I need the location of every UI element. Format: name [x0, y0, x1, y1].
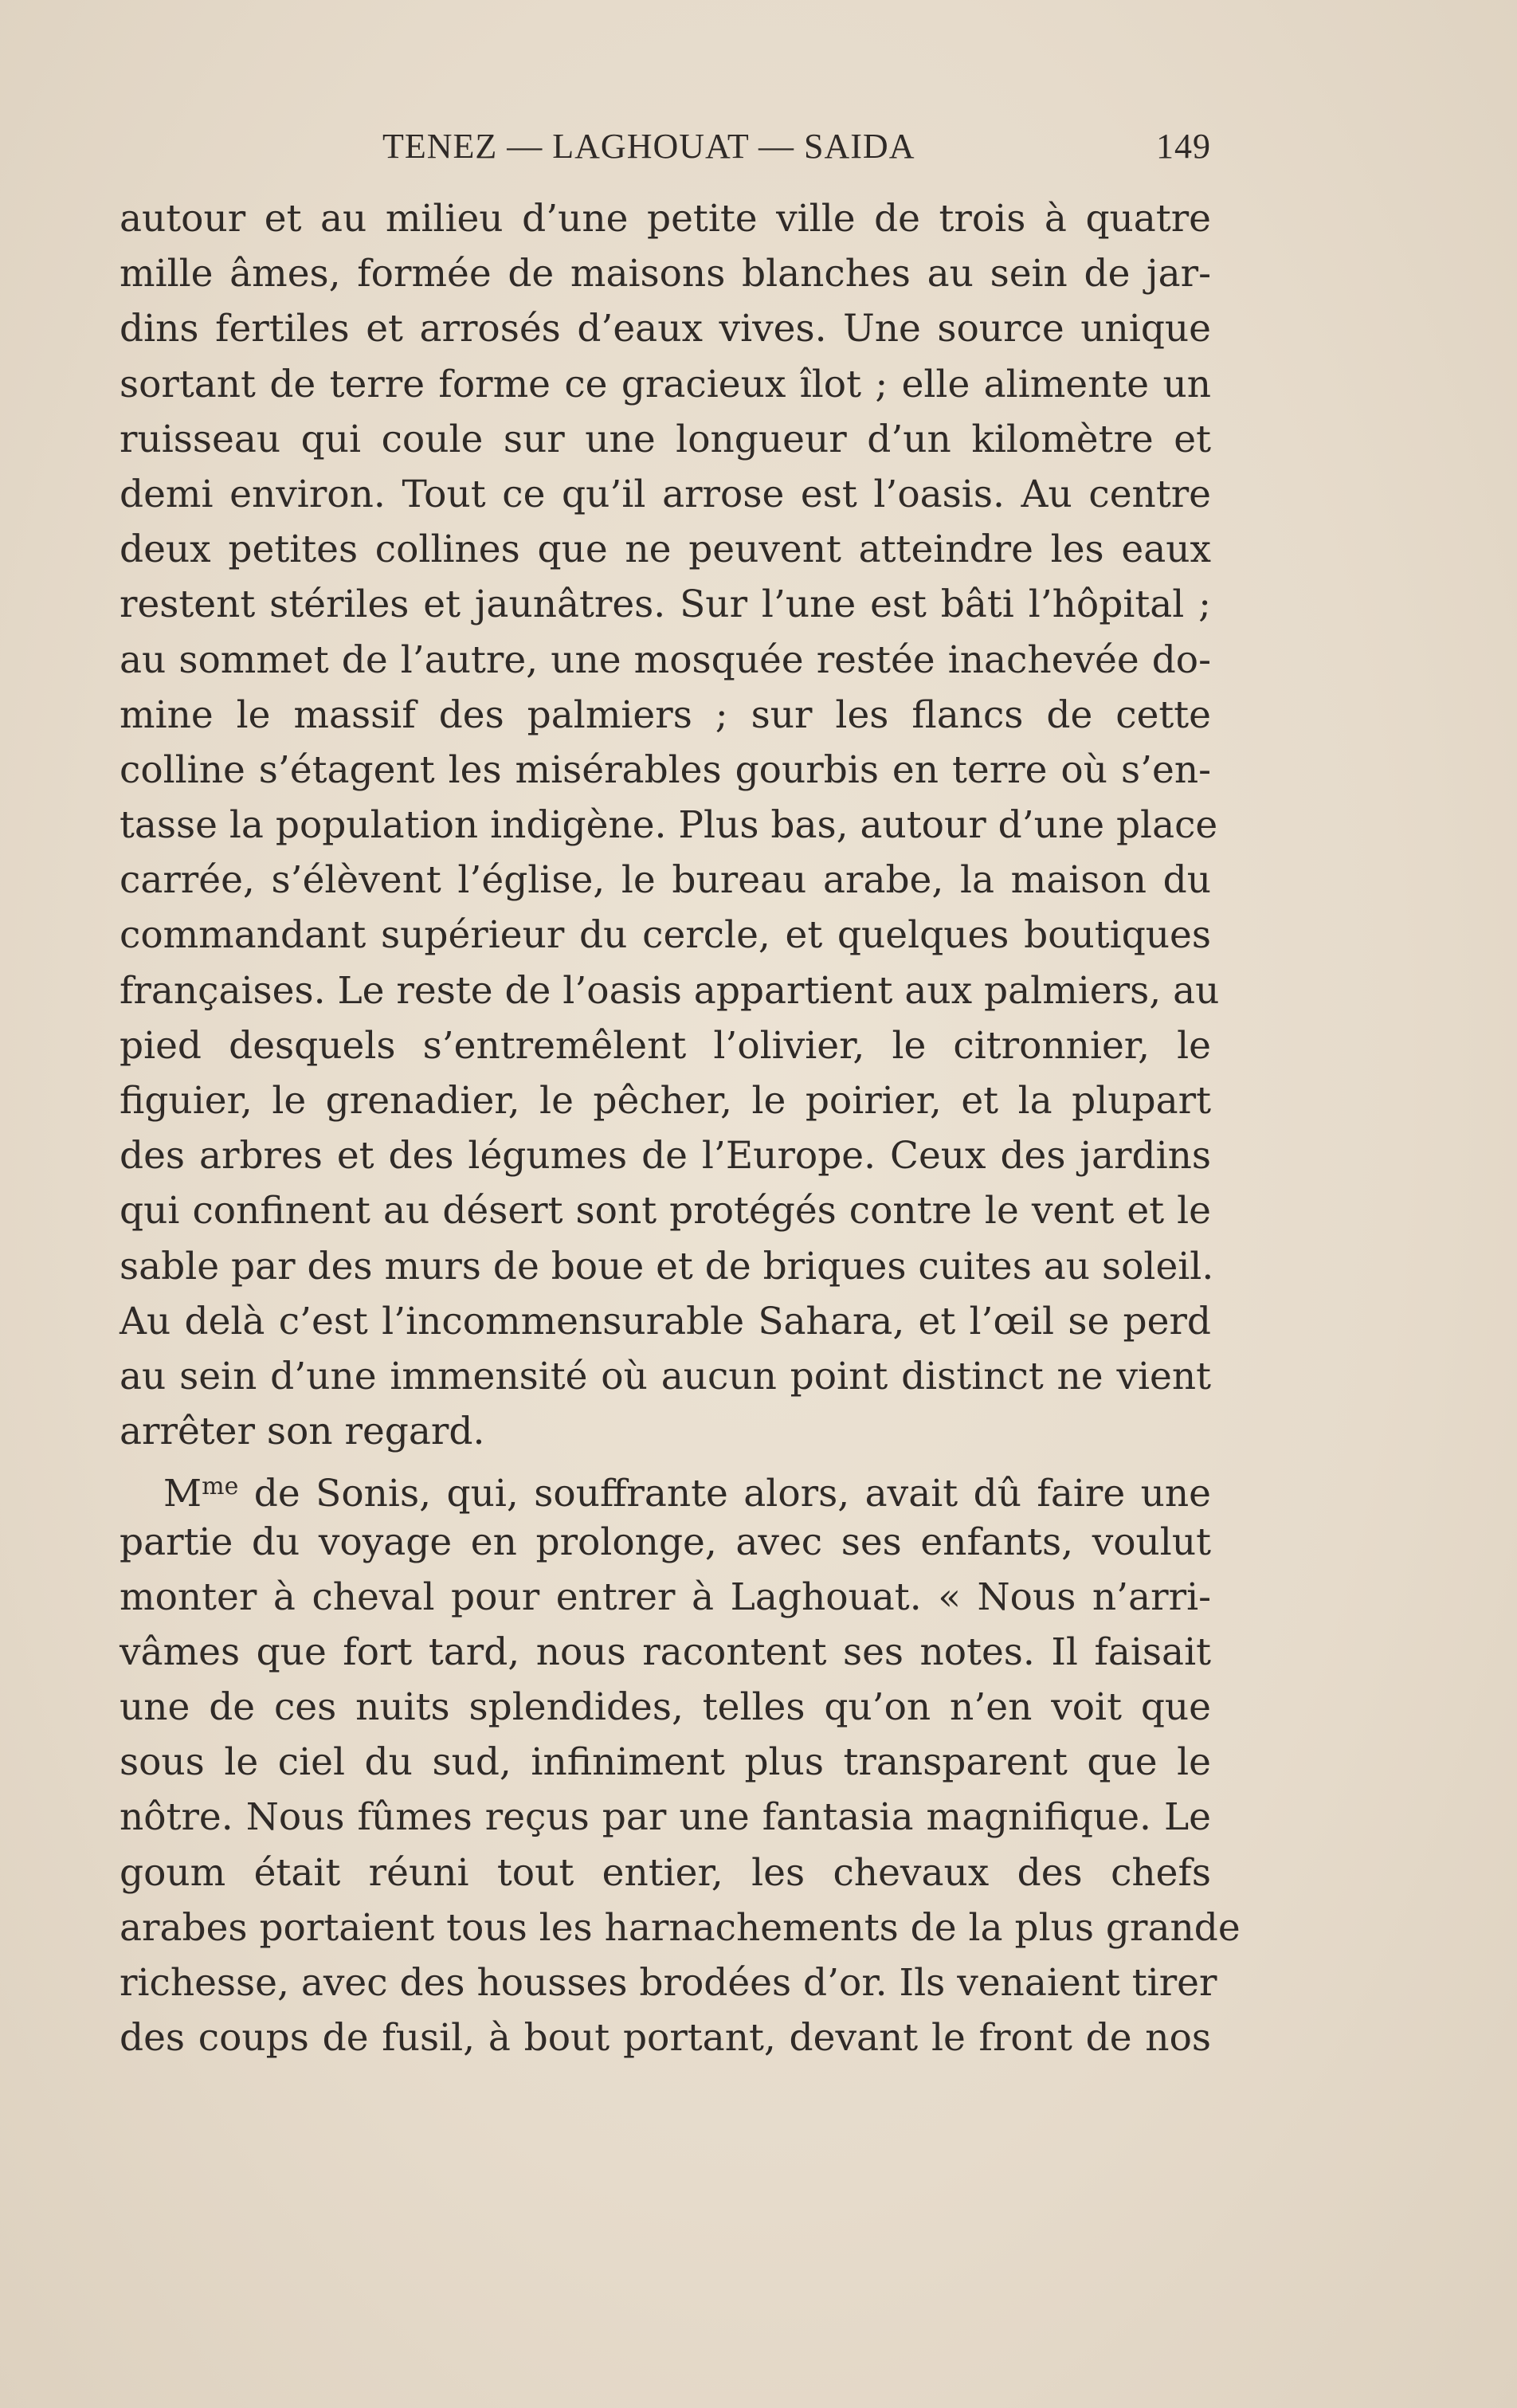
text-line: dins fertiles et arrosés d’eaux vives. Une source unique	[120, 307, 1211, 351]
text-line: commandant supérieur du cercle, et quelques boutiques	[120, 913, 1211, 958]
paragraph-2-first-line	[120, 1459, 1211, 1514]
text-line: restent stériles et jaunâtres. Sur l’une est bâti l’hôpital ;	[120, 582, 1211, 627]
text-line: qui confinent au désert sont protégés contre le vent et le	[120, 1189, 1211, 1233]
text-line: Au delà c’est l’incommensurable Sahara, et l’œil se perd	[120, 1299, 1211, 1343]
text-line: au sommet de l’autre, une mosquée restée inachevée do-	[120, 637, 1211, 682]
text-line: sable par des murs de boue et de briques cuites au soleil.	[120, 1244, 1214, 1288]
superscript-me: me	[202, 1473, 239, 1501]
text-line: richesse, avec des housses brodées d’or. Ils venaient tirer	[120, 1961, 1217, 2005]
page-number: 149	[1156, 127, 1211, 166]
text-line: autour et au milieu d’une petite ville de trois à quatre	[120, 197, 1211, 241]
text-line: partie du voyage en prolonge, avec ses enfants, voulut	[120, 1520, 1211, 1564]
paragraph-1	[120, 191, 1220, 1459]
running-title: TENEZ — LAGHOUAT — SAIDA	[382, 127, 915, 166]
text-line: des arbres et des légumes de l’Europe. Ceux des jardins	[120, 1134, 1211, 1179]
text-line: carrée, s’élèvent l’église, le bureau arabe, la maison du	[120, 858, 1211, 903]
text-line: goum était réuni tout entier, les chevaux des chefs	[120, 1850, 1211, 1895]
text-line: arabes portaient tous les harnachements de la plus grande	[120, 1905, 1241, 1950]
first-line-text: de Sonis, qui, souffrante alors, avait dû faire une	[238, 1472, 1211, 1516]
text-line: nôtre. Nous fûmes reçus par une fantasia magnifique. Le	[120, 1795, 1211, 1840]
text-line: monter à cheval pour entrer à Laghouat. « Nous n’arri-	[120, 1575, 1211, 1619]
text-line: françaises. Le reste de l’oasis appartient aux palmiers, au	[120, 968, 1220, 1013]
text-line: mille âmes, formée de maisons blanches au sein de jar-	[120, 252, 1211, 296]
text-line: deux petites collines que ne peuvent atteindre les eaux	[120, 527, 1211, 572]
text-line: sous le ciel du sud, infiniment plus transparent que le	[120, 1740, 1211, 1785]
text-line: vâmes que fort tard, nous racontent ses notes. Il faisait	[120, 1630, 1211, 1674]
text-line: tasse la population indigène. Plus bas, autour d’une place	[120, 803, 1218, 848]
text-line: pied desquels s’entremêlent l’olivier, le citronnier, le	[120, 1023, 1211, 1068]
text-line: une de ces nuits splendides, telles qu’on n’en voit que	[120, 1685, 1211, 1730]
text-line: arrêter son regard.	[120, 1410, 485, 1454]
text-line: demi environ. Tout ce qu’il arrose est l’oasis. Au centre	[120, 472, 1211, 516]
text-line: figuier, le grenadier, le pêcher, le poirier, et la plupart	[120, 1079, 1211, 1123]
running-head	[120, 120, 1211, 175]
text-line: des coups de fusil, à bout portant, devant le front de nos	[120, 2016, 1211, 2061]
body-text	[120, 191, 1241, 2065]
text-line: mine le massif des palmiers ; sur les flancs de cette	[120, 692, 1211, 737]
text-line: au sein d’une immensité où aucun point distinct ne vient	[120, 1354, 1211, 1398]
paragraph-2	[120, 1459, 1241, 2065]
text-line: sortant de terre forme ce gracieux îlot ; elle alimente un	[120, 362, 1211, 406]
text-line: ruisseau qui coule sur une longueur d’un kilomètre et	[120, 417, 1211, 461]
text-line: colline s’étagent les misérables gourbis en terre où s’en-	[120, 747, 1211, 792]
abbreviation-m: M	[163, 1472, 202, 1516]
